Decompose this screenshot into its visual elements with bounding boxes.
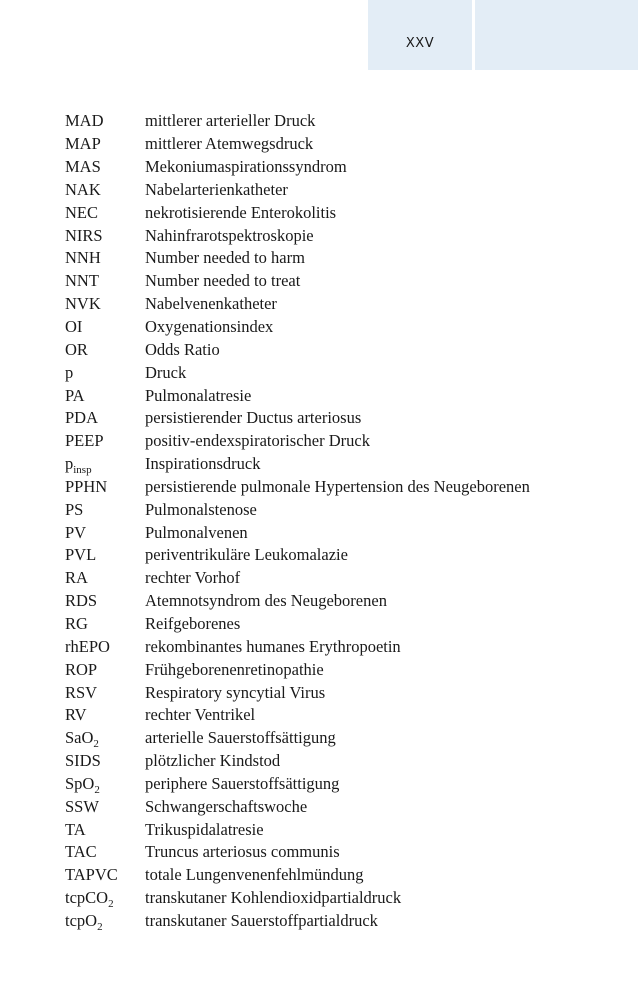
abbreviation-term: NVK [65, 294, 101, 314]
abbreviation-term: $p_{insp}$ [65, 454, 92, 477]
abbreviation-row [65, 453, 625, 476]
abbreviation-term: PPHN [65, 476, 108, 496]
abbreviation-definition: periphere Sauerstoffsättigung [145, 773, 340, 793]
abbreviation-definition: Nabelvenenkatheter [145, 294, 277, 314]
abbreviation-term: TAC [65, 842, 97, 862]
abbreviation-term: RV [65, 705, 87, 725]
abbreviation-row [65, 681, 625, 704]
abbreviation-term: NNH [65, 248, 101, 268]
abbreviation-row [65, 864, 625, 887]
abbreviation-definition: transkutaner Kohlendioxidpartialdruck [145, 888, 402, 908]
abbreviation-definition: Reifgeborenes [145, 613, 241, 633]
abbreviation-definition: Druck [145, 362, 187, 382]
abbreviation-row [65, 430, 625, 453]
abbreviation-subscript: insp [73, 464, 92, 477]
abbreviation-term: PV [65, 522, 87, 542]
abbreviation-subscript: 2 [94, 783, 100, 796]
abbreviation-term: TAPVC [65, 865, 118, 885]
abbreviation-term: OI [65, 317, 83, 337]
abbreviation-row [65, 361, 625, 384]
abbreviation-row [65, 658, 625, 681]
abbreviation-term: RDS [65, 591, 98, 611]
abbreviation-row [65, 133, 625, 156]
abbreviation-row [65, 750, 625, 773]
abbreviation-row [65, 544, 625, 567]
abbreviation-definition: Number needed to harm [145, 248, 305, 268]
abbreviation-term: RA [65, 568, 88, 588]
abbreviation-definition: positiv-endexspiratorischer Druck [145, 431, 370, 451]
header-tab-right [475, 0, 638, 70]
abbreviation-row [65, 247, 625, 270]
abbreviation-row [65, 384, 625, 407]
abbreviation-definition: Schwangerschaftswoche [145, 796, 308, 816]
abbreviation-term: RSV [65, 682, 98, 702]
abbreviation-term: NNT [65, 271, 99, 291]
abbreviation-definition: Odds Ratio [145, 339, 220, 359]
abbreviation-definition: plötzlicher Kindstod [145, 751, 281, 771]
abbreviation-definition: rechter Vorhof [145, 568, 241, 588]
abbreviation-row [65, 772, 625, 795]
abbreviation-term: SaO$_2$ [65, 728, 99, 751]
abbreviation-definition: Trikuspidalatresie [145, 819, 264, 839]
abbreviation-row [65, 407, 625, 430]
abbreviation-term: SpO$_2$ [65, 773, 100, 796]
abbreviation-definition: Inspirationsdruck [145, 454, 261, 474]
abbreviation-row [65, 338, 625, 361]
abbreviation-row [65, 110, 625, 133]
abbreviation-definition: mittlerer arterieller Druck [145, 111, 316, 131]
header-tab-left [368, 0, 472, 70]
abbreviation-definition: Nahinfrarotspektroskopie [145, 225, 314, 245]
abbreviation-definition: nekrotisierende Enterokolitis [145, 202, 337, 222]
abbreviation-term: TA [65, 819, 86, 839]
abbreviation-row [65, 476, 625, 499]
abbreviation-term: MAP [65, 134, 101, 154]
abbreviation-definition: arterielle Sauerstoffsättigung [145, 728, 336, 748]
abbreviation-term: rhEPO [65, 636, 110, 656]
abbreviation-row [65, 270, 625, 293]
abbreviation-row [65, 635, 625, 658]
abbreviation-row [65, 293, 625, 316]
abbreviation-row [65, 727, 625, 750]
abbreviation-definition: totale Lungenvenenfehlmündung [145, 865, 364, 885]
abbreviation-row [65, 613, 625, 636]
abbreviation-term: p [65, 362, 74, 382]
abbreviation-term: PEEP [65, 431, 104, 451]
abbreviation-term: PA [65, 385, 85, 405]
abbreviation-definition: transkutaner Sauerstoffpartialdruck [145, 910, 378, 930]
abbreviation-term: PS [65, 499, 84, 519]
abbreviation-definition: Mekoniumaspirationssyndrom [145, 157, 347, 177]
abbreviation-subscript: 2 [108, 898, 114, 911]
abbreviation-list [65, 110, 625, 932]
abbreviation-term: ROP [65, 659, 98, 679]
abbreviation-definition: rekombinantes humanes Erythropoetin [145, 636, 401, 656]
abbreviation-row [65, 179, 625, 202]
abbreviation-definition: Atemnotsyndrom des Neugeborenen [145, 591, 387, 611]
abbreviation-row [65, 590, 625, 613]
abbreviation-term: MAS [65, 157, 101, 177]
abbreviation-row [65, 818, 625, 841]
abbreviation-definition: rechter Ventrikel [145, 705, 256, 725]
page-number: XXV [405, 36, 435, 51]
abbreviation-definition: Truncus arteriosus communis [145, 842, 340, 862]
abbreviation-definition: Frühgeborenenretinopathie [145, 659, 324, 679]
abbreviation-definition: Oxygenationsindex [145, 317, 274, 337]
abbreviation-row [65, 316, 625, 339]
abbreviation-row [65, 795, 625, 818]
abbreviation-term: tcpCO$_2$ [65, 888, 114, 911]
abbreviation-term: SSW [65, 796, 99, 816]
abbreviation-term: SIDS [65, 751, 101, 771]
abbreviation-term: tcpO$_2$ [65, 910, 103, 933]
abbreviation-definition: periventrikuläre Leukomalazie [145, 545, 348, 565]
abbreviation-term: NAK [65, 179, 101, 199]
abbreviation-row [65, 887, 625, 910]
abbreviation-definition: Pulmonalstenose [145, 499, 257, 519]
abbreviation-definition: Respiratory syncytial Virus [145, 682, 326, 702]
abbreviation-term: NEC [65, 202, 98, 222]
abbreviation-term: MAD [65, 111, 104, 131]
abbreviation-term: OR [65, 339, 88, 359]
abbreviation-definition: Pulmonalatresie [145, 385, 252, 405]
abbreviation-row [65, 567, 625, 590]
abbreviation-term: RG [65, 613, 88, 633]
abbreviation-row [65, 201, 625, 224]
abbreviation-row [65, 498, 625, 521]
abbreviation-definition: persistierende pulmonale Hypertension des Neugeborenen [145, 476, 530, 496]
abbreviation-term: PVL [65, 545, 97, 565]
abbreviation-row [65, 910, 625, 933]
abbreviation-row [65, 156, 625, 179]
abbreviation-row [65, 521, 625, 544]
abbreviation-term: NIRS [65, 225, 103, 245]
abbreviation-definition: Number needed to treat [145, 271, 301, 291]
abbreviation-definition: mittlerer Atemwegsdruck [145, 134, 314, 154]
abbreviation-term: PDA [65, 408, 99, 428]
abbreviation-definition: persistierender Ductus arteriosus [145, 408, 362, 428]
abbreviation-subscript: 2 [97, 920, 103, 933]
abbreviation-row [65, 704, 625, 727]
abbreviation-row [65, 224, 625, 247]
abbreviation-definition: Nabelarterienkatheter [145, 179, 288, 199]
abbreviation-definition: Pulmonalvenen [145, 522, 248, 542]
abbreviation-subscript: 2 [93, 738, 99, 751]
abbreviation-row [65, 841, 625, 864]
